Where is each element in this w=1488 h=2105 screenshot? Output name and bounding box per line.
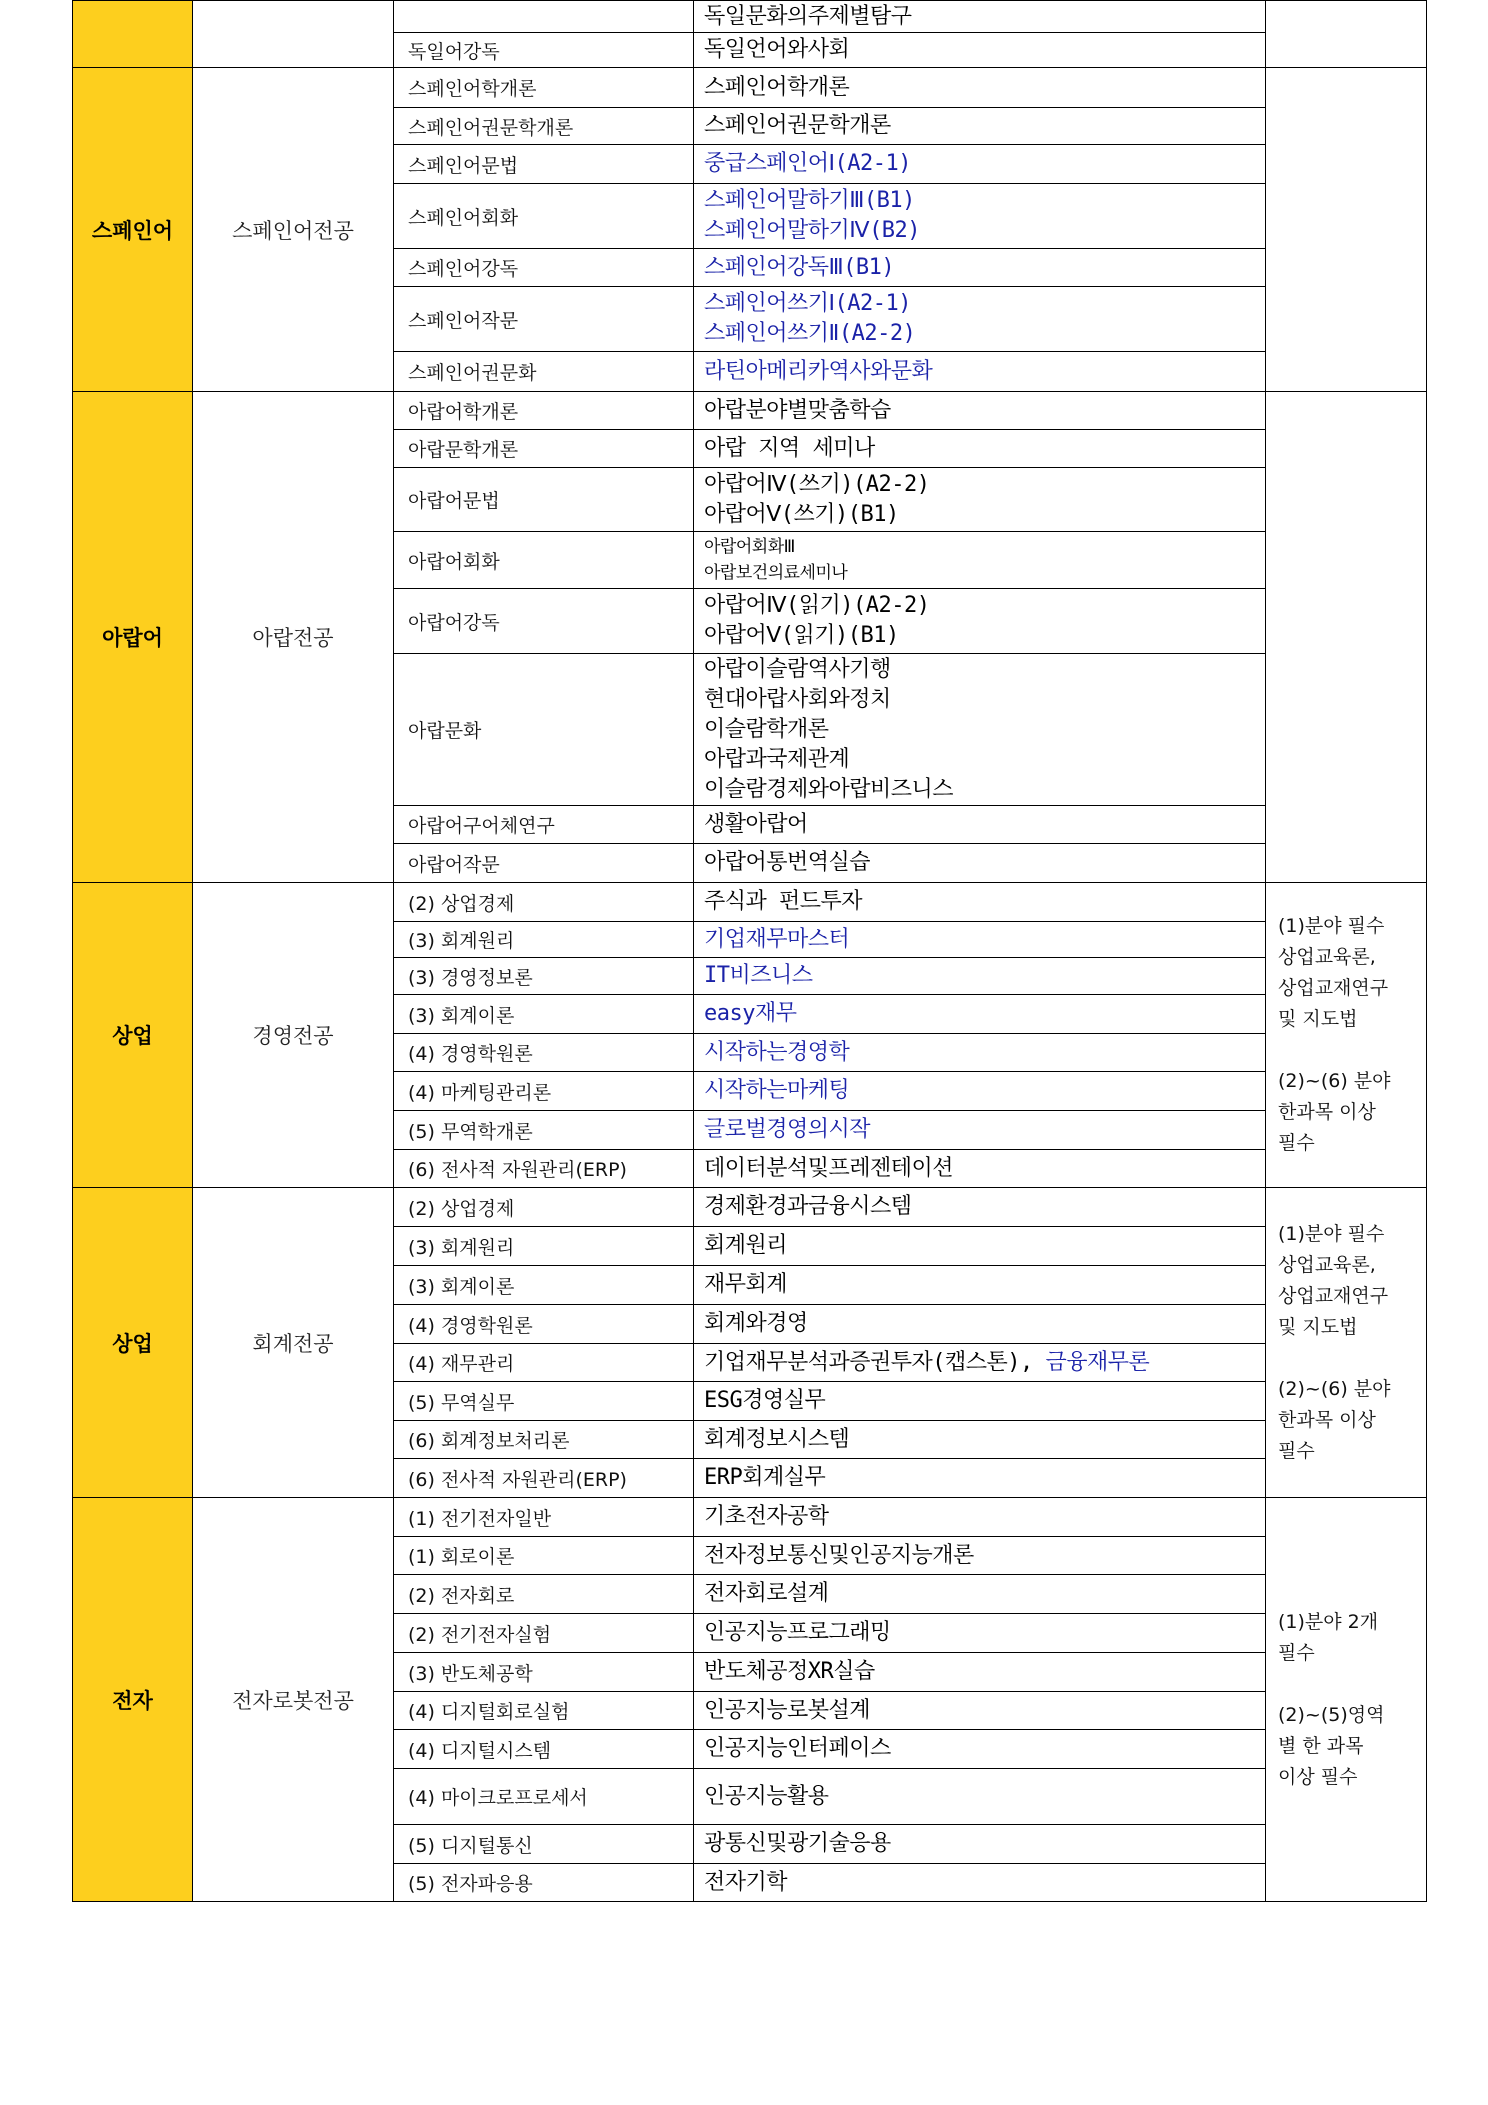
field-cell: 아랍어강독 bbox=[394, 589, 694, 654]
course-name: 이슬람경제와아랍비즈니스 bbox=[704, 776, 954, 802]
field-cell: (2) 상업경제 bbox=[394, 883, 694, 922]
course-cell bbox=[694, 1227, 1266, 1266]
major-cell: 회계전공 bbox=[193, 1188, 394, 1498]
field-cell: 스페인어학개론 bbox=[394, 68, 694, 108]
requirement-note-line: 이상 필수 bbox=[1278, 1765, 1358, 1788]
course-name: 반도체공정XR실습 bbox=[704, 1659, 875, 1684]
course-cell bbox=[694, 532, 1266, 589]
course-name: ESG경영실무 bbox=[704, 1388, 826, 1413]
course-name: 중급스페인어Ⅰ(A2-1) bbox=[704, 151, 911, 176]
course-name: 인공지능프로그래밍 bbox=[704, 1620, 891, 1645]
course-name: 생활아랍어 bbox=[704, 811, 808, 837]
course-name: 기업재무분석과증권투자(캡스톤), bbox=[704, 1349, 1046, 1375]
course-cell bbox=[694, 1344, 1266, 1382]
requirement-note-line: (1)분야 2개 bbox=[1278, 1610, 1379, 1633]
course-name: 독일언어와사회 bbox=[704, 37, 850, 62]
table-row bbox=[73, 1498, 1427, 1537]
course-cell bbox=[694, 1034, 1266, 1072]
course-name: 전자기학 bbox=[704, 1869, 788, 1895]
course-cell bbox=[694, 145, 1266, 184]
field-cell: (4) 디지털시스템 bbox=[394, 1730, 694, 1769]
field-cell: (4) 마이크로프로세서 bbox=[394, 1769, 694, 1825]
field-cell: 아랍문화 bbox=[394, 654, 694, 806]
course-cell bbox=[694, 1305, 1266, 1344]
field-cell: (3) 회계원리 bbox=[394, 1227, 694, 1266]
field-cell: (2) 상업경제 bbox=[394, 1188, 694, 1227]
course-cell bbox=[694, 1769, 1266, 1825]
course-name: 데이터분석및프레젠테이션 bbox=[704, 1155, 954, 1181]
requirement-note-cell bbox=[1266, 1188, 1427, 1498]
course-cell bbox=[694, 108, 1266, 145]
course-name: 아랍이슬람역사기행 bbox=[704, 656, 891, 682]
course-cell bbox=[694, 654, 1266, 806]
course-cell bbox=[694, 922, 1266, 958]
requirement-note-line bbox=[1278, 1669, 1426, 1700]
major-cell: 경영전공 bbox=[193, 883, 394, 1188]
course-name: 스페인어쓰기Ⅱ(A2-2) bbox=[704, 321, 916, 346]
requirement-note-line: 한과목 이상 bbox=[1278, 1408, 1376, 1431]
field-cell: (1) 회로이론 bbox=[394, 1537, 694, 1575]
field-cell: (5) 디지털통신 bbox=[394, 1825, 694, 1864]
major-cell: 스페인어전공 bbox=[193, 68, 394, 392]
course-cell bbox=[694, 392, 1266, 430]
field-cell: 스페인어문법 bbox=[394, 145, 694, 184]
course-name: 아랍어Ⅴ(읽기)(B1) bbox=[704, 623, 899, 648]
field-cell: (2) 전기전자실험 bbox=[394, 1614, 694, 1653]
area-cell: 스페인어 bbox=[73, 68, 193, 392]
field-cell: (3) 회계이론 bbox=[394, 995, 694, 1034]
course-name: 스페인어말하기Ⅲ(B1) bbox=[704, 188, 915, 213]
requirement-note-line: (2)~(6) 분야 bbox=[1278, 1377, 1391, 1400]
area-cell bbox=[73, 1, 193, 68]
course-cell bbox=[694, 1, 1266, 33]
course-cell bbox=[694, 589, 1266, 654]
field-cell: 아랍어구어체연구 bbox=[394, 806, 694, 844]
course-cell bbox=[694, 844, 1266, 883]
requirement-note-cell bbox=[1266, 392, 1427, 883]
course-cell bbox=[694, 1653, 1266, 1692]
course-name: 기업재무마스터 bbox=[704, 926, 850, 952]
course-cell bbox=[694, 1825, 1266, 1864]
course-name: 인공지능활용 bbox=[704, 1783, 829, 1809]
course-cell bbox=[694, 1188, 1266, 1227]
field-cell: (4) 디지털회로실험 bbox=[394, 1692, 694, 1730]
course-name: 라틴아메리카역사와문화 bbox=[704, 358, 933, 384]
requirement-note-line: 한과목 이상 bbox=[1278, 1101, 1376, 1123]
course-cell bbox=[694, 1730, 1266, 1769]
course-name: 인공지능인터페이스 bbox=[704, 1736, 891, 1761]
course-cell bbox=[694, 1692, 1266, 1730]
major-cell bbox=[193, 1, 394, 68]
course-cell bbox=[694, 1864, 1266, 1902]
requirement-note-line: 필수 bbox=[1278, 1641, 1315, 1664]
field-cell: 아랍문학개론 bbox=[394, 430, 694, 468]
course-name: 글로벌경영의시작 bbox=[704, 1117, 871, 1142]
field-cell bbox=[394, 1, 694, 33]
course-cell bbox=[694, 352, 1266, 392]
field-cell: (2) 전자회로 bbox=[394, 1575, 694, 1614]
course-name: 스페인어학개론 bbox=[704, 74, 850, 100]
course-name: 회계정보시스템 bbox=[704, 1426, 850, 1452]
course-name: 스페인어말하기Ⅳ(B2) bbox=[704, 218, 921, 243]
field-cell: (5) 무역학개론 bbox=[394, 1111, 694, 1150]
requirement-note-line: 상업교재연구 bbox=[1278, 977, 1389, 999]
course-cell bbox=[694, 33, 1266, 68]
course-name: 아랍분야별맞춤학습 bbox=[704, 397, 891, 423]
course-name: 전자정보통신및인공지능개론 bbox=[704, 1542, 974, 1568]
requirement-note-line: 및 지도법 bbox=[1278, 1008, 1358, 1030]
field-cell: (3) 회계이론 bbox=[394, 1266, 694, 1305]
course-cell bbox=[694, 806, 1266, 844]
course-name: 시작하는경영학 bbox=[704, 1039, 850, 1065]
course-name: 전자회로설계 bbox=[704, 1581, 829, 1606]
field-cell: (5) 무역실무 bbox=[394, 1382, 694, 1421]
field-cell: 스페인어작문 bbox=[394, 287, 694, 352]
requirement-note-line: (2)~(5)영역 bbox=[1278, 1703, 1385, 1726]
major-cell: 전자로봇전공 bbox=[193, 1498, 394, 1902]
requirement-note-line: 필수 bbox=[1278, 1132, 1315, 1154]
course-name: 스페인어강독Ⅲ(B1) bbox=[704, 254, 895, 280]
table-row bbox=[73, 392, 1427, 430]
course-cell bbox=[694, 1614, 1266, 1653]
area-cell: 아랍어 bbox=[73, 392, 193, 883]
field-cell: 아랍어회화 bbox=[394, 532, 694, 589]
field-cell: (1) 전기전자일반 bbox=[394, 1498, 694, 1537]
course-cell bbox=[694, 287, 1266, 352]
course-name: ERP회계실무 bbox=[704, 1465, 826, 1490]
requirement-note-line: (2)~(6) 분야 bbox=[1278, 1070, 1391, 1092]
curriculum-table-body bbox=[73, 1, 1427, 1902]
major-cell: 아랍전공 bbox=[193, 392, 394, 883]
field-cell: (3) 회계원리 bbox=[394, 922, 694, 958]
requirement-note-line: 및 지도법 bbox=[1278, 1315, 1358, 1338]
course-cell bbox=[694, 1575, 1266, 1614]
field-cell: (4) 경영학원론 bbox=[394, 1034, 694, 1072]
course-name: 주식과 펀드투자 bbox=[704, 889, 863, 914]
course-name: 인공지능로봇설계 bbox=[704, 1697, 871, 1723]
field-cell: (4) 경영학원론 bbox=[394, 1305, 694, 1344]
course-name: 아랍과국제관계 bbox=[704, 746, 850, 772]
curriculum-table bbox=[72, 0, 1427, 1902]
course-cell bbox=[694, 1111, 1266, 1150]
field-cell: 스페인어권문학개론 bbox=[394, 108, 694, 145]
course-cell bbox=[694, 1382, 1266, 1421]
field-cell: (4) 재무관리 bbox=[394, 1344, 694, 1382]
requirement-note-line: 상업교육론, bbox=[1278, 946, 1376, 968]
course-name: 현대아랍사회와정치 bbox=[704, 686, 891, 712]
field-cell: (6) 회계정보처리론 bbox=[394, 1421, 694, 1459]
field-cell: 아랍어작문 bbox=[394, 844, 694, 883]
course-name: 아랍어Ⅳ(쓰기)(A2-2) bbox=[704, 471, 930, 497]
requirement-note-line: 상업교육론, bbox=[1278, 1253, 1376, 1276]
course-cell bbox=[694, 1537, 1266, 1575]
course-name: 기초전자공학 bbox=[704, 1504, 829, 1529]
table-row bbox=[73, 883, 1427, 922]
course-name: 아랍보건의료세미나 bbox=[704, 563, 848, 583]
field-cell: 아랍어문법 bbox=[394, 468, 694, 532]
requirement-note-line: 상업교재연구 bbox=[1278, 1284, 1389, 1307]
course-name: 회계와경영 bbox=[704, 1311, 808, 1336]
requirement-note-cell bbox=[1266, 68, 1427, 392]
requirement-note-line bbox=[1278, 1343, 1426, 1374]
requirement-note-line bbox=[1278, 1035, 1426, 1066]
course-cell bbox=[694, 468, 1266, 532]
course-cell bbox=[694, 883, 1266, 922]
course-cell bbox=[694, 1072, 1266, 1111]
course-cell bbox=[694, 1150, 1266, 1188]
field-cell: (5) 전자파응용 bbox=[394, 1864, 694, 1902]
area-cell: 상업 bbox=[73, 883, 193, 1188]
course-cell bbox=[694, 958, 1266, 995]
course-name: 재무회계 bbox=[704, 1272, 788, 1297]
course-name: 스페인어권문학개론 bbox=[704, 113, 891, 138]
table-row bbox=[73, 1188, 1427, 1227]
field-cell: (3) 경영정보론 bbox=[394, 958, 694, 995]
field-cell: (6) 전사적 자원관리(ERP) bbox=[394, 1459, 694, 1498]
course-name: 광통신및광기술응용 bbox=[704, 1831, 891, 1856]
requirement-note-line: (1)분야 필수 bbox=[1278, 915, 1385, 937]
course-name: easy재무 bbox=[704, 1001, 797, 1026]
course-cell bbox=[694, 1459, 1266, 1498]
course-name: 회계원리 bbox=[704, 1233, 788, 1258]
requirement-note-cell bbox=[1266, 1498, 1427, 1902]
course-name: IT비즈니스 bbox=[704, 963, 813, 988]
requirement-note-cell bbox=[1266, 883, 1427, 1188]
table-row bbox=[73, 68, 1427, 108]
course-cell bbox=[694, 1421, 1266, 1459]
course-name: 아랍어회화Ⅲ bbox=[704, 537, 795, 557]
field-cell: 스페인어회화 bbox=[394, 184, 694, 249]
requirement-note-line: 필수 bbox=[1278, 1439, 1315, 1462]
field-cell: 아랍어학개론 bbox=[394, 392, 694, 430]
course-name: 시작하는마케팅 bbox=[704, 1078, 850, 1103]
field-cell: 스페인어강독 bbox=[394, 249, 694, 287]
course-name: 아랍 지역 세미나 bbox=[704, 435, 875, 461]
course-cell bbox=[694, 430, 1266, 468]
course-cell bbox=[694, 68, 1266, 108]
requirement-note-line: (1)분야 필수 bbox=[1278, 1222, 1385, 1245]
course-name: 경제환경과금융시스템 bbox=[704, 1194, 912, 1219]
course-cell bbox=[694, 1266, 1266, 1305]
field-cell: 독일어강독 bbox=[394, 33, 694, 68]
area-cell: 전자 bbox=[73, 1498, 193, 1902]
course-name: 아랍어통번역실습 bbox=[704, 850, 871, 875]
course-name: 독일문화의주제별탐구 bbox=[704, 3, 912, 29]
course-name: 금융재무론 bbox=[1045, 1349, 1150, 1375]
course-name: 아랍어Ⅴ(쓰기)(B1) bbox=[704, 501, 899, 527]
course-cell bbox=[694, 1498, 1266, 1537]
area-cell: 상업 bbox=[73, 1188, 193, 1498]
requirement-note-line: 별 한 과목 bbox=[1278, 1734, 1364, 1757]
requirement-note-cell bbox=[1266, 1, 1427, 68]
course-cell bbox=[694, 249, 1266, 287]
field-cell: (4) 마케팅관리론 bbox=[394, 1072, 694, 1111]
table-row bbox=[73, 1, 1427, 33]
course-name: 이슬람학개론 bbox=[704, 716, 829, 742]
field-cell: (6) 전사적 자원관리(ERP) bbox=[394, 1150, 694, 1188]
course-name: 아랍어Ⅳ(읽기)(A2-2) bbox=[704, 593, 930, 618]
field-cell: 스페인어권문화 bbox=[394, 352, 694, 392]
field-cell: (3) 반도체공학 bbox=[394, 1653, 694, 1692]
course-name: 스페인어쓰기Ⅰ(A2-1) bbox=[704, 291, 911, 316]
course-cell bbox=[694, 995, 1266, 1034]
course-cell bbox=[694, 184, 1266, 249]
